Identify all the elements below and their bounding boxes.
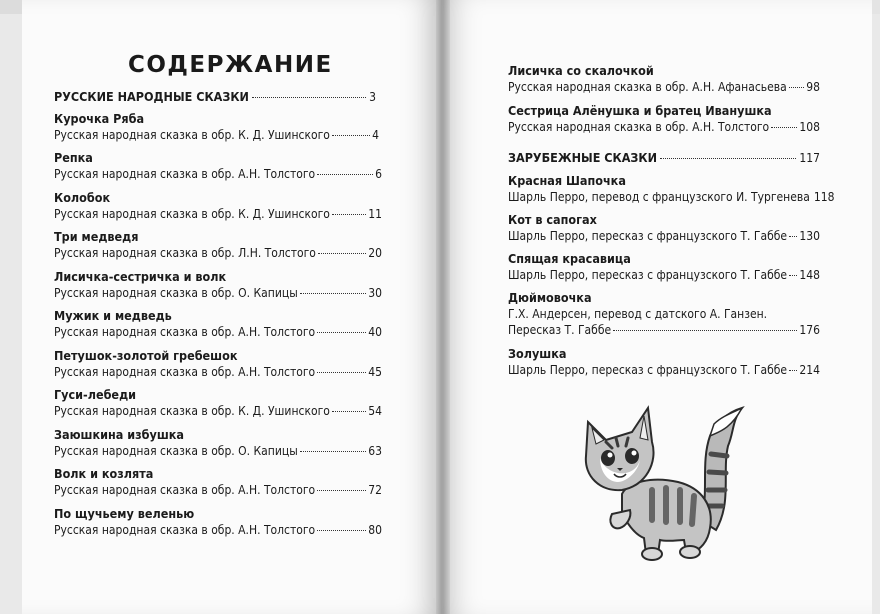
entry-title: Колобок <box>54 190 111 205</box>
entry-subtitle: Русская народная сказка в обр. К. Д. Ушинского <box>54 404 330 418</box>
entry-page: 30 <box>368 286 382 300</box>
toc-entry[interactable] <box>508 212 820 244</box>
entry-page: 11 <box>368 207 382 221</box>
leader-dots <box>613 330 797 331</box>
entry-title: Гуси-лебеди <box>54 387 137 402</box>
entry-page: 45 <box>368 365 382 379</box>
entry-page: 54 <box>368 404 382 418</box>
leader-dots <box>789 370 797 371</box>
entry-subtitle: Русская народная сказка в обр. А.Н. Афанасьева <box>508 80 787 94</box>
entry-title: Золушка <box>508 346 567 361</box>
leader-dots <box>332 411 366 412</box>
toc-entry[interactable] <box>54 348 382 380</box>
leader-dots <box>332 135 370 136</box>
entry-page: 4 <box>372 128 379 142</box>
entry-subtitle: Русская народная сказка в обр. А.Н. Толстого <box>54 365 316 379</box>
leader-dots <box>789 87 804 88</box>
section-russian-tales <box>54 89 376 104</box>
entry-subtitle: Шарль Перро, пересказ с французского Т. Габбе <box>508 229 788 243</box>
toc-entry[interactable] <box>508 103 820 135</box>
leader-dots <box>317 332 366 333</box>
toc-entry[interactable] <box>508 346 820 378</box>
section-page: 3 <box>369 90 376 104</box>
leader-dots <box>771 127 797 128</box>
toc-entry[interactable] <box>508 63 820 95</box>
entry-title: Курочка Ряба <box>54 111 145 126</box>
entry-subtitle: Шарль Перро, пересказ с французского Т. Габбе <box>508 363 788 377</box>
entry-title: По щучьему веленью <box>54 506 195 521</box>
entry-subtitle: Русская народная сказка в обр. А.Н. Толстого <box>54 167 316 181</box>
entry-title: Заюшкина избушка <box>54 427 185 442</box>
entry-page: 148 <box>799 268 820 282</box>
leader-dots <box>252 97 366 98</box>
entry-title: Спящая красавица <box>508 251 631 266</box>
entry-page: 6 <box>375 167 382 181</box>
entry-page: 80 <box>368 523 382 537</box>
entry-subtitle-2: Пересказ Т. Габбе <box>508 323 612 337</box>
toc-entry[interactable] <box>508 173 835 205</box>
entry-page: 176 <box>799 323 820 337</box>
entry-subtitle: Русская народная сказка в обр. А.Н. Толстого <box>54 483 316 497</box>
leader-dots <box>317 174 373 175</box>
page-title: СОДЕРЖАНИЕ <box>128 52 333 78</box>
toc-entry[interactable] <box>54 506 382 538</box>
toc-entry[interactable] <box>54 308 382 340</box>
entry-page: 214 <box>799 363 820 377</box>
entry-title: Лисичка-сестричка и волк <box>54 269 227 284</box>
section-label: РУССКИЕ НАРОДНЫЕ СКАЗКИ <box>54 89 249 104</box>
leader-dots <box>300 293 367 294</box>
leader-dots <box>300 451 367 452</box>
toc-entry[interactable] <box>54 229 382 261</box>
toc-entry[interactable] <box>54 190 382 222</box>
entry-subtitle: Русская народная сказка в обр. О. Капицы <box>54 444 298 458</box>
entry-page: 40 <box>368 325 382 339</box>
entry-page: 108 <box>799 120 820 134</box>
toc-entry[interactable] <box>54 269 382 301</box>
toc-entry[interactable] <box>508 290 820 338</box>
entry-page: 20 <box>368 246 382 260</box>
leader-dots <box>660 158 796 159</box>
book-spine <box>436 0 450 614</box>
entry-subtitle: Русская народная сказка в обр. К. Д. Ушинского <box>54 128 330 142</box>
entry-page: 118 <box>813 190 835 204</box>
entry-title: Кот в сапогах <box>508 212 597 227</box>
entry-subtitle: Шарль Перро, перевод с французского И. Тургенева <box>508 190 810 204</box>
leader-dots <box>789 275 797 276</box>
toc-entry[interactable] <box>54 150 382 182</box>
section-foreign-tales <box>508 150 820 165</box>
leader-dots <box>317 372 366 373</box>
entry-page: 72 <box>368 483 382 497</box>
toc-entry[interactable] <box>54 111 379 143</box>
entry-title: Дюймовочка <box>508 290 592 305</box>
toc-entry[interactable] <box>54 466 382 498</box>
entry-title: Петушок-золотой гребешок <box>54 348 238 363</box>
leader-dots <box>317 530 366 531</box>
leader-dots <box>317 490 366 491</box>
entry-page: 130 <box>799 229 820 243</box>
toc-entry[interactable] <box>508 251 820 283</box>
entry-title: Волк и козлята <box>54 466 154 481</box>
entry-subtitle: Шарль Перро, пересказ с французского Т. Габбе <box>508 268 788 282</box>
toc-entry[interactable] <box>54 427 382 459</box>
leader-dots <box>318 253 366 254</box>
section-label: ЗАРУБЕЖНЫЕ СКАЗКИ <box>508 150 658 165</box>
entry-title: Красная Шапочка <box>508 173 626 188</box>
cat-illustration <box>582 402 752 572</box>
leader-dots <box>332 214 366 215</box>
entry-subtitle: Русская народная сказка в обр. Л.Н. Толстого <box>54 246 316 260</box>
entry-title: Репка <box>54 150 93 165</box>
entry-title: Сестрица Алёнушка и братец Иванушка <box>508 103 772 118</box>
entry-subtitle: Русская народная сказка в обр. А.Н. Толстого <box>508 120 770 134</box>
entry-title: Мужик и медведь <box>54 308 172 323</box>
entry-page: 98 <box>806 80 820 94</box>
entry-subtitle: Русская народная сказка в обр. О. Капицы <box>54 286 298 300</box>
entry-title: Три медведя <box>54 229 139 244</box>
entry-title: Лисичка со скалочкой <box>508 63 654 78</box>
entry-subtitle: Русская народная сказка в обр. А.Н. Толстого <box>54 523 316 537</box>
section-page: 117 <box>799 151 820 165</box>
entry-page: 63 <box>368 444 382 458</box>
entry-subtitle: Г.Х. Андерсен, перевод с датского А. Ганзен. <box>508 307 768 321</box>
toc-entry[interactable] <box>54 387 382 419</box>
entry-subtitle: Русская народная сказка в обр. К. Д. Ушинского <box>54 207 330 221</box>
entry-subtitle: Русская народная сказка в обр. А.Н. Толстого <box>54 325 316 339</box>
leader-dots <box>789 236 797 237</box>
